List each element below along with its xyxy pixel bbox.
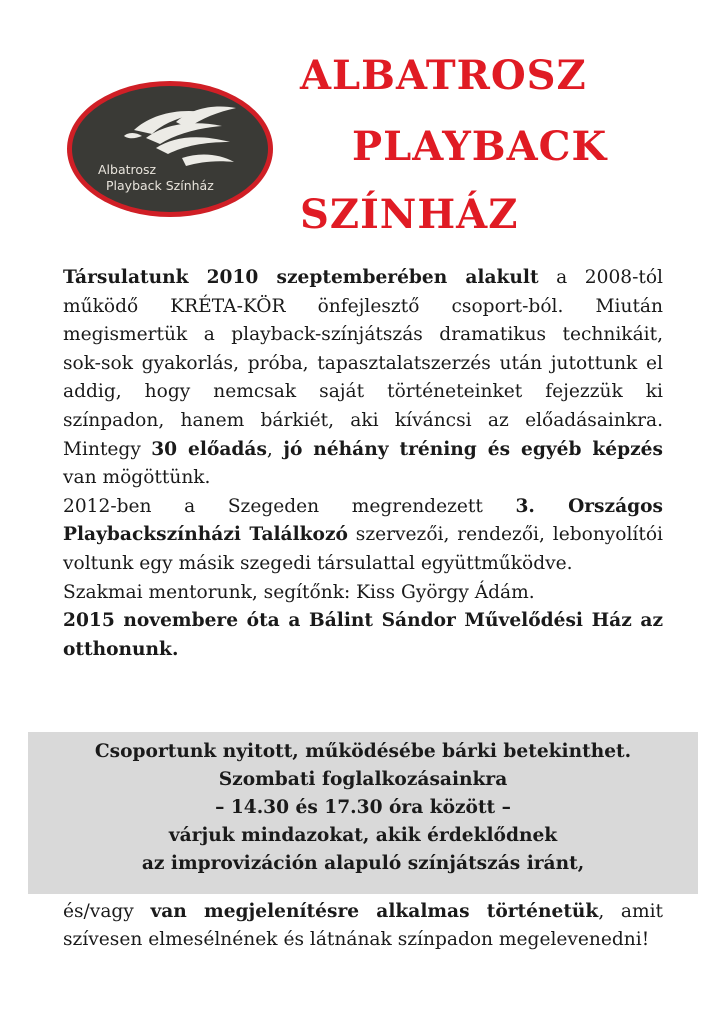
invitation-line-3: – 14.30 és 17.30 óra között – [215,797,511,818]
invitation-line-2: Szombati foglalkozásainkra [218,769,508,790]
logo-text-line2: Playback Színház [106,178,214,193]
invitation-box [28,732,698,894]
intro-paragraph-2: 2012-ben a Szegeden megrendezett 3. Országos Playbackszínházi Találkozó szervezői, rendezői, lebonyolítói voltunk egy másik szegedi társulattal együttműködve. [63,495,664,574]
closing-text: és/vagy van megjelenítésre alkalmas történetük, amit szívesen elmesélnének és látnának színpadon megelevenedni! [63,901,663,950]
founding-highlight: Társulatunk 2010 szeptemberében alakult [63,267,539,288]
intro-paragraph-1: Társulatunk 2010 szeptemberében alakult a 2008-tól működő KRÉTA-KÖR önfejlesztő csoport-ból. Miután megismertük a playback-színjátszás dramatikus technikáit, sok-sok gyakorlás, próba, tapasztalatszerzés után jutottunk el addig, hogy nemcsak saját történeteinket fejezzük ki színpadon, hanem bárkiét, aki kíváncsi az előadásainkra. Mintegy 30 előadás, jó néhány tréning és egyéb képzés van mögöttünk. [63,267,664,489]
intro-paragraph-3: Szakmai mentorunk, segítőnk: Kiss György Ádám. [63,581,535,603]
intro-paragraph-4 [63,607,663,664]
trainings-highlight: jó néhány tréning és egyéb képzés [283,438,663,460]
home-venue-highlight: 2015 novembere óta a Bálint Sándor Művelődési Ház az otthonunk. [63,610,663,660]
story-highlight: van megjelenítésre alkalmas történetük [150,901,599,922]
title-line-2: PLAYBACK [352,123,608,170]
invitation-line-5: az improvizáción alapuló színjátszás iránt, [141,853,585,874]
invitation-line-1: Csoportunk nyitott, működésébe bárki betekinthet. [94,741,632,762]
theatre-logo [64,78,276,220]
logo-text-line1: Albatrosz [98,162,157,177]
intro-paragraph-1-text: a 2008-tól működő KRÉTA-KÖR önfejlesztő csoport-ból. Miután megismertük a playback-színjátszás dramatikus technikáit, sok-sok gyakorlás, próba, tapasztalatszerzés után jutottunk el addig, hogy nemcsak saját történeteinket fejezzük ki színpadon, hanem bárkiét, aki kíváncsi az előadásainkra. Mintegy [63,267,664,460]
invitation-line-4: várjuk mindazokat, akik érdeklődnek [168,825,558,846]
festival-highlight: 3. Országos Playbackszínházi Találkozó [63,495,664,546]
performances-highlight: 30 előadás [151,438,267,460]
intro-text [63,264,663,664]
title-line-1: ALBATROSZ [300,52,587,99]
title-line-3: SZÍNHÁZ [300,191,519,238]
